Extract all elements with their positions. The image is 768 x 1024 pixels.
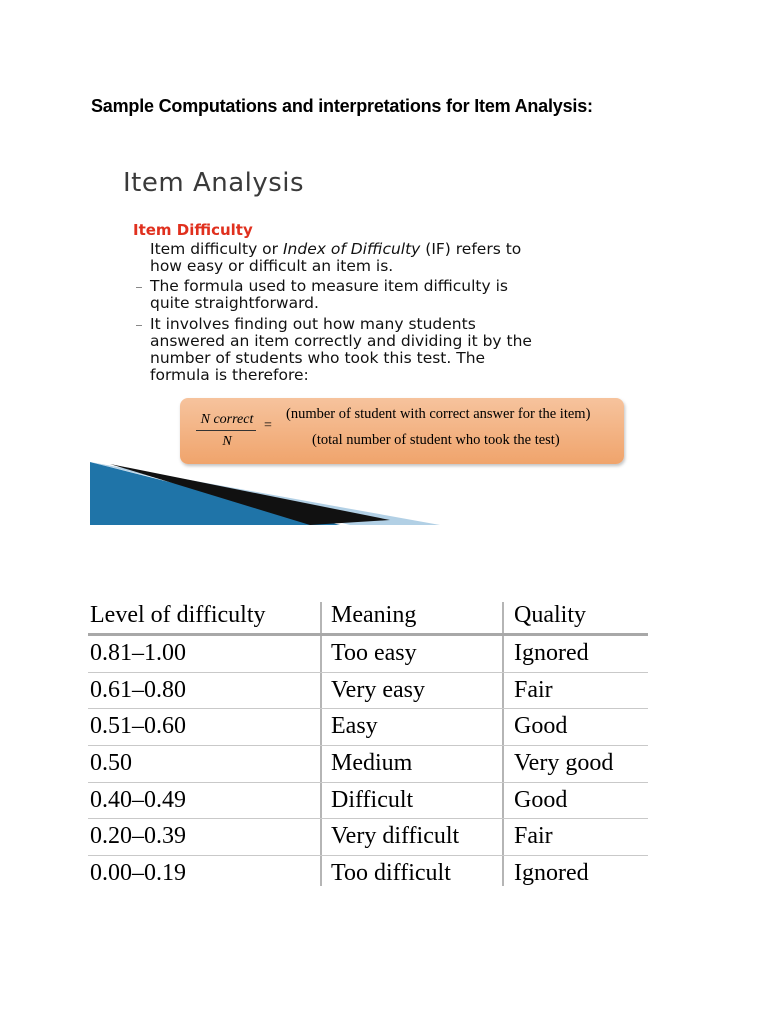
slide-line-3: The formula used to measure item difficulty is <box>150 277 508 295</box>
slide-line-8: formula is therefore: <box>150 366 309 384</box>
formula-text-numerator: (number of student with correct answer for the item) <box>286 406 591 422</box>
table-row <box>88 819 648 856</box>
cell-level: 0.50 <box>90 750 132 777</box>
cell-level: 0.61–0.80 <box>90 676 186 703</box>
table-row <box>88 746 648 783</box>
slide-line-7: number of students who took this test. The <box>150 349 486 367</box>
cell-level: 0.51–0.60 <box>90 713 186 740</box>
slide-subtitle: Item Difficulty <box>133 221 253 239</box>
cell-meaning: Difficult <box>331 786 414 813</box>
cell-meaning: Easy <box>331 713 378 740</box>
difficulty-table <box>88 598 648 892</box>
header-quality: Quality <box>514 602 586 628</box>
cell-level: 0.00–0.19 <box>90 860 186 887</box>
cell-quality: Good <box>514 786 568 813</box>
table-header-row <box>88 598 648 636</box>
cell-level: 0.20–0.39 <box>90 823 186 850</box>
slide-decoration <box>90 462 650 525</box>
formula-denominator: N <box>222 434 232 449</box>
cell-quality: Fair <box>514 676 553 703</box>
slide-title: Item Analysis <box>123 168 305 198</box>
formula-equals: = <box>264 418 272 433</box>
italic-term: Index of Difficulty <box>282 240 421 258</box>
bullet-dash <box>136 287 142 288</box>
cell-quality: Good <box>514 713 568 740</box>
bullet-dash <box>136 325 142 326</box>
cell-meaning: Too difficult <box>331 860 451 887</box>
table-row <box>88 783 648 820</box>
cell-quality: Fair <box>514 823 553 850</box>
table-row <box>88 709 648 746</box>
slide-line-1 <box>150 241 521 258</box>
table-row <box>88 856 648 892</box>
cell-meaning: Very difficult <box>331 823 460 850</box>
cell-quality: Ignored <box>514 860 589 887</box>
page-heading: Sample Computations and interpretations for Item Analysis: <box>91 96 593 116</box>
cell-meaning: Medium <box>331 750 413 777</box>
fraction-line <box>196 430 256 431</box>
table-row <box>88 673 648 710</box>
header-level: Level of difficulty <box>90 602 266 628</box>
slide-line-1-text: Item difficulty or Index of Difficulty (IF) refers to <box>150 240 522 258</box>
cell-quality: Ignored <box>514 640 589 666</box>
slide-line-2: how easy or difficult an item is. <box>150 257 394 275</box>
slide-line-6: answered an item correctly and dividing it by the <box>150 332 532 350</box>
cell-quality: Very good <box>514 750 614 777</box>
formula-text-denominator: (total number of student who took the test) <box>312 432 560 448</box>
slide-line-4: quite straightforward. <box>150 294 319 312</box>
cell-meaning: Too easy <box>331 640 417 666</box>
formula-box <box>180 398 624 464</box>
formula-numerator: N correct <box>200 412 254 427</box>
cell-meaning: Very easy <box>331 676 425 703</box>
table-row <box>88 636 648 673</box>
header-meaning: Meaning <box>331 602 417 628</box>
cell-level: 0.81–1.00 <box>90 640 186 666</box>
slide-line-5: It involves finding out how many students <box>150 315 476 333</box>
slide-image <box>90 150 650 525</box>
cell-level: 0.40–0.49 <box>90 786 186 813</box>
